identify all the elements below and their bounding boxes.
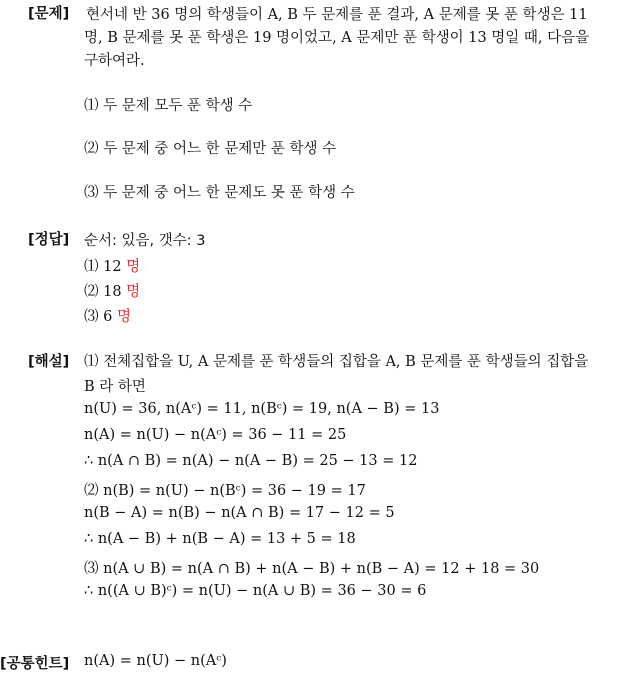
answer-item-2-number: ⑵ 18: [84, 284, 122, 300]
answer-label: [정답]: [28, 232, 70, 248]
answer-item-2-unit: 명: [126, 284, 141, 300]
subquestion-3: ⑶ 두 문제 중 어느 한 문제도 못 푼 학생 수: [84, 185, 355, 201]
solution-line-9: ⑶ n(A ∪ B) = n(A ∩ B) + n(A − B) + n(B − A) = 12 + 18 = 30: [84, 561, 540, 577]
answer-item-3-unit: 명: [116, 309, 131, 325]
answer-item-2: [84, 280, 140, 301]
subquestion-1: ⑴ 두 문제 모두 푼 학생 수: [84, 98, 253, 114]
answer-item-1-number: ⑴ 12: [84, 259, 122, 275]
answer-item-3-number: ⑶ 6: [84, 309, 113, 325]
hint-formula: n(A) = n(U) − n(Aᶜ): [84, 653, 227, 669]
hint-label: [공통힌트]: [0, 656, 70, 672]
solution-line-4: n(A) = n(U) − n(Aᶜ) = 36 − 11 = 25: [84, 427, 347, 443]
subquestion-2: ⑵ 두 문제 중 어느 한 문제만 푼 학생 수: [84, 141, 337, 157]
solution-line-8: ∴ n(A − B) + n(B − A) = 13 + 5 = 18: [84, 531, 356, 547]
solution-line-3: n(U) = 36, n(Aᶜ) = 11, n(Bᶜ) = 19, n(A − B) = 13: [84, 401, 440, 417]
answer-summary: 순서: 있음, 갯수: 3: [84, 233, 206, 249]
problem-line-2: 명, B 문제를 못 푼 학생은 19 명이었고, A 문제만 푼 학생이 13 명일 때, 다음을: [84, 30, 590, 46]
solution-line-6: ⑵ n(B) = n(U) − n(Bᶜ) = 36 − 19 = 17: [84, 483, 366, 499]
problem-label: [문제]: [28, 6, 70, 22]
solution-line-5: ∴ n(A ∩ B) = n(A) − n(A − B) = 25 − 13 = 12: [84, 453, 418, 469]
solution-line-1: ⑴ 전체집합을 U, A 문제를 푼 학생들의 집합을 A, B 문제를 푼 학생들의 집합을: [84, 354, 589, 370]
problem-line-1: 현서네 반 36 명의 학생들이 A, B 두 문제를 푼 결과, A 문제를 못 푼 학생은 11: [86, 7, 588, 23]
solution-label: [해설]: [28, 354, 70, 370]
answer-item-3: [84, 305, 131, 326]
solution-line-7: n(B − A) = n(B) − n(A ∩ B) = 17 − 12 = 5: [84, 505, 395, 521]
answer-item-1: [84, 255, 140, 276]
answer-item-1-unit: 명: [126, 259, 141, 275]
problem-line-3: 구하여라.: [84, 53, 145, 69]
solution-line-2: B 라 하면: [84, 379, 146, 395]
solution-line-10: ∴ n((A ∪ B)ᶜ) = n(U) − n(A ∪ B) = 36 − 30 = 6: [84, 583, 427, 599]
